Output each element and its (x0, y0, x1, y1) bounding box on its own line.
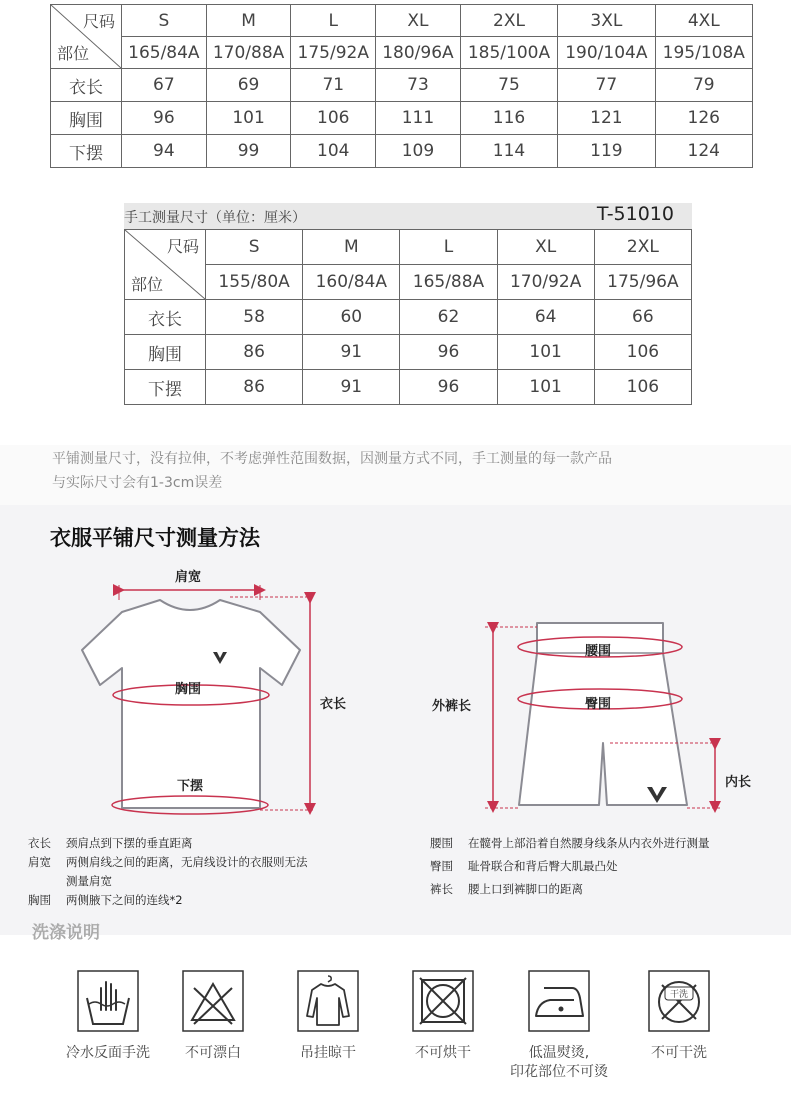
cell: 75 (460, 69, 557, 102)
length-label: 衣长 (320, 697, 347, 712)
size-header: S (206, 230, 303, 265)
spec-header: 175/92A (291, 37, 376, 69)
desc-text: 腰上口到裤脚口的距离 (468, 882, 583, 896)
cell: 121 (558, 102, 655, 135)
size-header: 4XL (655, 5, 752, 37)
size-header: XL (497, 230, 594, 265)
spec-header: 165/88A (400, 265, 497, 300)
spec-header: 175/96A (594, 265, 691, 300)
cell: 69 (206, 69, 291, 102)
wash-label: 冷水反面手洗 (66, 1045, 150, 1061)
cell: 86 (206, 335, 303, 370)
no-bleach-icon (182, 970, 244, 1032)
row-label: 衣长 (51, 69, 122, 102)
cell: 64 (497, 300, 594, 335)
inseam-label: 内长 (725, 775, 752, 790)
size-table-standard (50, 4, 753, 168)
size-header: 2XL (460, 5, 557, 37)
size-header: M (206, 5, 291, 37)
desc-key: 裤长 (430, 882, 453, 896)
size-header: S (122, 5, 207, 37)
cell: 77 (558, 69, 655, 102)
cell: 62 (400, 300, 497, 335)
row-label: 胸围 (125, 335, 206, 370)
table-row (125, 370, 692, 405)
size-header: 2XL (594, 230, 691, 265)
desc-text: 颈肩点到下摆的垂直距离 (66, 836, 193, 850)
desc-key: 衣长 (28, 836, 51, 850)
desc-text: 两侧腋下之间的连线*2 (66, 893, 183, 907)
spec-header: 160/84A (303, 265, 400, 300)
spec-header: 165/84A (122, 37, 207, 69)
no-dry-clean-icon (648, 970, 710, 1032)
model-number: T-51010 (596, 203, 674, 225)
spec-header: 180/96A (376, 37, 461, 69)
cell: 101 (497, 370, 594, 405)
method-title: 衣服平铺尺寸测量方法 (50, 526, 260, 550)
row-label: 胸围 (51, 102, 122, 135)
wash-label: 低温熨烫, (528, 1045, 590, 1061)
desc-key: 胸围 (28, 893, 51, 907)
cell: 106 (594, 335, 691, 370)
size-header: L (291, 5, 376, 37)
shorts-measure-descriptions (430, 834, 780, 899)
spec-header: 185/100A (460, 37, 557, 69)
cell: 60 (303, 300, 400, 335)
cell: 119 (558, 135, 655, 168)
cell: 114 (460, 135, 557, 168)
cell: 109 (376, 135, 461, 168)
size-table-manual (124, 229, 692, 405)
desc-text: 在髋骨上部沿着自然腰身线条从内衣外进行测量 (468, 836, 710, 850)
low-iron-icon (528, 970, 590, 1032)
row-label: 下摆 (51, 135, 122, 168)
no-tumble-dry-icon (412, 970, 474, 1032)
desc-key: 肩宽 (28, 855, 51, 869)
table-row (125, 335, 692, 370)
spec-header: 190/104A (558, 37, 655, 69)
table-corner (125, 230, 206, 300)
hand-wash-icon (77, 970, 139, 1032)
spec-header: 170/92A (497, 265, 594, 300)
cell: 86 (206, 370, 303, 405)
shoulder-label: 肩宽 (175, 570, 202, 585)
row-label: 下摆 (125, 370, 206, 405)
note-line: 与实际尺寸会有1-3cm误差 (52, 475, 223, 491)
cell: 106 (594, 370, 691, 405)
table-row (51, 69, 753, 102)
chest-label: 胸围 (175, 682, 202, 697)
row-label: 衣长 (125, 300, 206, 335)
spec-header: 170/88A (206, 37, 291, 69)
size-header: M (303, 230, 400, 265)
measurement-note (52, 447, 752, 495)
corner-part-label: 部位 (131, 275, 164, 294)
table2-caption: 手工测量尺寸（单位：厘米） (124, 210, 306, 226)
note-line: 平铺测量尺寸，没有拉伸，不考虑弹性范围数据，因测量方式不同，手工测量的每一款产品 (52, 451, 612, 467)
tshirt-diagram (70, 580, 340, 820)
size-header: L (400, 230, 497, 265)
cell: 99 (206, 135, 291, 168)
wash-label-multiline (499, 1044, 619, 1082)
spec-header: 195/108A (655, 37, 752, 69)
cell: 124 (655, 135, 752, 168)
desc-key: 腰围 (430, 836, 453, 850)
hem-label: 下摆 (177, 779, 204, 794)
outseam-label: 外裤长 (432, 699, 472, 714)
corner-size-label: 尺码 (166, 237, 199, 256)
desc-text: 测量肩宽 (66, 874, 112, 888)
table-row (51, 135, 753, 168)
cell: 111 (376, 102, 461, 135)
cell: 101 (206, 102, 291, 135)
cell: 106 (291, 102, 376, 135)
cell: 101 (497, 335, 594, 370)
cell: 67 (122, 69, 207, 102)
waist-label: 腰围 (585, 644, 612, 659)
wash-label: 不可漂白 (185, 1045, 241, 1061)
wash-label: 不可烘干 (415, 1045, 471, 1061)
cell: 96 (400, 370, 497, 405)
wash-title: 洗涤说明 (32, 923, 100, 943)
cell: 126 (655, 102, 752, 135)
shirt-measure-descriptions (28, 834, 388, 910)
cell: 71 (291, 69, 376, 102)
cell: 96 (122, 102, 207, 135)
table2-caption-bar (124, 203, 692, 229)
cell: 104 (291, 135, 376, 168)
hang-dry-icon (297, 970, 359, 1032)
desc-key: 臀围 (430, 859, 453, 873)
wash-label: 印花部位不可烫 (510, 1064, 608, 1080)
cell: 73 (376, 69, 461, 102)
desc-text: 两侧肩线之间的距离，无肩线设计的衣服则无法 (66, 855, 308, 869)
size-header: 3XL (558, 5, 655, 37)
table-corner (51, 5, 122, 69)
cell: 96 (400, 335, 497, 370)
cell: 58 (206, 300, 303, 335)
table-row (125, 300, 692, 335)
cell: 91 (303, 370, 400, 405)
table-row (51, 102, 753, 135)
size-header: XL (376, 5, 461, 37)
corner-size-label: 尺码 (82, 12, 115, 31)
cell: 66 (594, 300, 691, 335)
corner-part-label: 部位 (57, 44, 90, 63)
cell: 94 (122, 135, 207, 168)
cell: 79 (655, 69, 752, 102)
dry-clean-badge: 干洗 (669, 990, 689, 1000)
cell: 116 (460, 102, 557, 135)
cell: 91 (303, 335, 400, 370)
wash-label: 不可干洗 (651, 1045, 707, 1061)
spec-header: 155/80A (206, 265, 303, 300)
desc-text: 耻骨联合和背后臀大肌最凸处 (468, 859, 618, 873)
hip-label: 臀围 (585, 697, 612, 712)
wash-label: 吊挂晾干 (300, 1045, 356, 1061)
